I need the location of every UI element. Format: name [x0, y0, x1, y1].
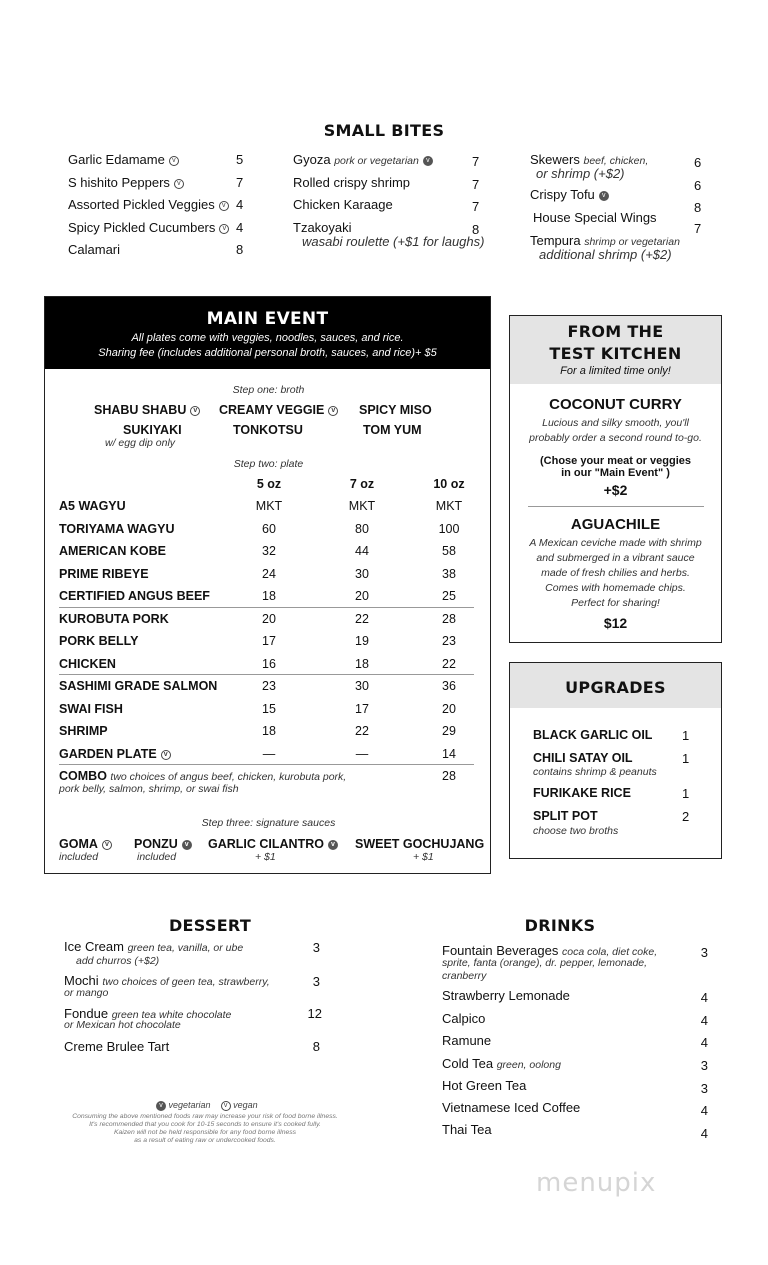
menu-item-note: additional shrimp (+$2): [539, 247, 672, 262]
menu-item-note: or mango: [64, 987, 109, 999]
aguachile-desc: Perfect for sharing!: [571, 597, 660, 609]
sauce-garlic-cilantro: GARLIC CILANTRO v: [208, 837, 338, 851]
broth-shabu-shabu: SHABU SHABU v: [94, 403, 200, 417]
menu-item-price: 8: [236, 242, 244, 257]
menu-item-note: or shrimp (+$2): [536, 166, 625, 181]
menu-item-price: 7: [472, 199, 480, 214]
menu-item: Fondue green tea white chocolate: [64, 1006, 232, 1021]
menu-item: Spicy Pickled Cucumbers v: [68, 220, 229, 235]
main-event-section: [44, 296, 491, 874]
menu-item: Chicken Karaage: [293, 197, 393, 212]
menu-item: Creme Brulee Tart: [64, 1039, 170, 1054]
menu-item-note: wasabi roulette (+$1 for laughs): [302, 234, 485, 249]
divider: [59, 607, 474, 608]
menu-item: Cold Tea green, oolong: [442, 1056, 561, 1071]
menu-item-price: 8: [694, 200, 702, 215]
main-event-subtitle: All plates come with veggies, noodles, sauces, and rice.: [131, 332, 404, 344]
sauce-goma-note: included: [59, 851, 99, 863]
menu-item: Crispy Tofu v: [530, 187, 609, 202]
menu-item-price: 4: [236, 220, 244, 235]
menu-item-price: 7: [472, 154, 480, 169]
vegan-icon: v: [102, 840, 112, 850]
upgrade-price: 2: [682, 809, 690, 824]
upgrade-note: contains shrimp & peanuts: [533, 766, 657, 778]
vegan-icon: v: [174, 179, 184, 189]
menu-item-note: add churros (+$2): [76, 955, 160, 967]
menu-item: Garlic Edamame v: [68, 152, 179, 167]
broth-sukiyaki: SUKIYAKI: [123, 423, 182, 437]
menu-item: House Special Wings: [533, 210, 657, 225]
menu-item-price: 3: [700, 1081, 708, 1096]
table-row: GARDEN PLATE v — — 14: [59, 747, 456, 761]
vegan-icon: v: [221, 1101, 231, 1111]
legend: v vegetarian v vegan: [156, 1100, 258, 1111]
vegetarian-icon: v: [182, 840, 192, 850]
aguachile-title: AGUACHILE: [570, 516, 661, 533]
menu-item-price: 4: [700, 1103, 708, 1118]
menu-item-note: cranberry: [442, 970, 487, 982]
sauce-garlic-cilantro-note: + $1: [255, 851, 276, 863]
step-three-label: Step three: signature sauces: [201, 817, 336, 829]
test-kitchen-section: [509, 315, 722, 643]
menu-item: Gyoza pork or vegetarian v: [293, 152, 433, 167]
menu-item-price: 7: [472, 177, 480, 192]
small-bites-title: SMALL BITES: [323, 121, 445, 140]
menu-item: Strawberry Lemonade: [442, 988, 570, 1003]
table-row: CHICKEN 16 18 22: [59, 657, 456, 671]
coconut-curry-desc: Lucious and silky smooth, you'll: [542, 417, 689, 429]
aguachile-price: $12: [603, 615, 628, 631]
menu-item-price: 8: [472, 222, 480, 237]
size-header-row: 5 oz 7 oz 10 oz: [256, 477, 465, 491]
coconut-curry-note: (Chose your meat or veggies: [540, 455, 691, 467]
menu-item: Calamari: [68, 242, 121, 257]
coconut-curry-note: in our "Main Event" ): [561, 467, 670, 479]
menu-item-price: 3: [312, 974, 320, 989]
main-event-sharing-fee: Sharing fee (includes additional personal broth, sauces, and rice)+ $5: [98, 347, 437, 359]
menu-item: Ice Cream green tea, vanilla, or ube: [64, 939, 244, 954]
aguachile-desc: A Mexican ceviche made with shrimp: [529, 537, 702, 549]
menu-item: Assorted Pickled Veggies v: [68, 197, 229, 212]
menu-item-price: 7: [236, 175, 244, 190]
table-row: PRIME RIBEYE 24 30 38: [59, 567, 456, 581]
menu-item-price: 3: [700, 945, 708, 960]
menu-item-price: 3: [700, 1058, 708, 1073]
divider: [528, 506, 704, 507]
vegetarian-icon: v: [423, 156, 433, 166]
upgrades-title: UPGRADES: [565, 678, 666, 697]
menu-item: Ramune: [442, 1033, 492, 1048]
menu-item-price: 8: [312, 1039, 320, 1054]
aguachile-desc: made of fresh chilies and herbs.: [541, 567, 690, 579]
main-event-header: [45, 297, 490, 369]
menu-item-price: 4: [236, 197, 244, 212]
upgrade-item: CHILI SATAY OIL: [533, 751, 633, 765]
vegan-icon: v: [219, 201, 229, 211]
main-event-title: MAIN EVENT: [206, 309, 329, 329]
menu-item: Fountain Beverages coca cola, diet coke,: [442, 943, 658, 958]
coconut-curry-price: +$2: [603, 482, 628, 498]
menu-item: S hishito Peppers v: [68, 175, 184, 190]
sauce-sweet-gochujang-note: + $1: [413, 851, 434, 863]
upgrade-item: SPLIT POT: [533, 809, 598, 823]
menu-item-price: 7: [694, 221, 702, 236]
menu-item-price: 4: [700, 1013, 708, 1028]
menu-item: Calpico: [442, 1011, 486, 1026]
menu-item-price: 4: [700, 990, 708, 1005]
test-kitchen-title-line1: FROM THE: [567, 322, 664, 341]
menupix-watermark: menupix: [536, 1168, 657, 1198]
broth-sukiyaki-note: w/ egg dip only: [105, 437, 176, 449]
vegetarian-icon: v: [328, 840, 338, 850]
menu-item-price: 5: [236, 152, 244, 167]
upgrade-price: 1: [682, 786, 690, 801]
table-row: SHRIMP 18 22 29: [59, 724, 456, 738]
table-row: AMERICAN KOBE 32 44 58: [59, 544, 456, 558]
menu-item: Thai Tea: [442, 1122, 492, 1137]
divider: [59, 674, 474, 675]
menu-item-price: 4: [700, 1126, 708, 1141]
menu-item-price: 4: [700, 1035, 708, 1050]
test-kitchen-title-line2: TEST KITCHEN: [549, 344, 682, 363]
menu-item: Hot Green Tea: [442, 1078, 527, 1093]
combo-row: COMBO two choices of angus beef, chicken, kurobuta pork, pork belly, salmon, shrimp, or swai fish 28: [59, 769, 456, 795]
menu-item: Rolled crispy shrimp: [293, 175, 411, 190]
menu-item-price: 6: [694, 155, 702, 170]
menu-item: Skewers beef, chicken,: [530, 152, 649, 167]
menu-item: Tempura shrimp or vegetarian: [530, 233, 680, 248]
disclaimer: Consuming the above mentioned foods raw may increase your risk of food borne illness. It's recommended that you cook for 10-15 seconds to ensure it's cooked fully. Kaizen will not be held responsible for any food borne illness as a result of eating raw or undercooked foods.: [72, 1113, 338, 1144]
sauce-sweet-gochujang: SWEET GOCHUJANG: [355, 837, 485, 851]
aguachile-desc: Comes with homemade chips.: [545, 582, 686, 594]
upgrades-header: [510, 663, 721, 708]
drinks-title: DRINKS: [524, 916, 596, 935]
vegan-icon: v: [328, 406, 338, 416]
step-one-label: Step one: broth: [232, 384, 305, 396]
sauce-goma: GOMA v: [59, 837, 112, 851]
menu-item-price: 12: [307, 1006, 322, 1021]
menu-item: Tzakoyaki: [293, 220, 352, 235]
upgrade-price: 1: [682, 751, 690, 766]
menu-item-note: sprite, fanta (orange), dr. pepper, lemonade,: [442, 957, 648, 969]
divider: [59, 764, 474, 765]
vegan-icon: v: [161, 750, 171, 760]
upgrade-price: 1: [682, 728, 690, 743]
menu-item-price: 6: [694, 178, 702, 193]
upgrade-item: FURIKAKE RICE: [533, 786, 631, 800]
vegetarian-icon: v: [599, 191, 609, 201]
step-two-label: Step two: plate: [233, 458, 304, 470]
upgrade-item: BLACK GARLIC OIL: [533, 728, 653, 742]
broth-tonkotsu: TONKOTSU: [233, 423, 303, 437]
menu-item-note: or Mexican hot chocolate: [64, 1019, 181, 1031]
sauce-ponzu-note: included: [137, 851, 177, 863]
vegan-icon: v: [219, 224, 229, 234]
menu-item-price: 3: [312, 940, 320, 955]
coconut-curry-desc: probably order a second round to-go.: [529, 432, 702, 444]
upgrade-note: choose two broths: [533, 825, 619, 837]
aguachile-desc: and submerged in a vibrant sauce: [536, 552, 695, 564]
table-row: KUROBUTA PORK 20 22 28: [59, 612, 456, 626]
test-kitchen-header: [510, 316, 721, 384]
sauce-ponzu: PONZU v: [134, 837, 192, 851]
vegetarian-icon: v: [156, 1101, 166, 1111]
broth-tom-yum: TOM YUM: [363, 423, 422, 437]
upgrades-section: [509, 662, 722, 859]
menu-item: Mochi two choices of geen tea, strawberry,: [64, 973, 270, 988]
vegan-icon: v: [169, 156, 179, 166]
table-row: TORIYAMA WAGYU 60 80 100: [59, 522, 460, 536]
table-row: CERTIFIED ANGUS BEEF 18 20 25: [59, 589, 456, 603]
table-row: PORK BELLY 17 19 23: [59, 634, 456, 648]
menu-item: Vietnamese Iced Coffee: [442, 1100, 581, 1115]
vegan-icon: v: [190, 406, 200, 416]
table-row: SASHIMI GRADE SALMON 23 30 36: [59, 679, 456, 693]
table-row: SWAI FISH 15 17 20: [59, 702, 456, 716]
broth-spicy-miso: SPICY MISO: [359, 403, 432, 417]
coconut-curry-title: COCONUT CURRY: [549, 396, 682, 413]
test-kitchen-subtitle: For a limited time only!: [560, 365, 671, 377]
dessert-title: DESSERT: [168, 916, 252, 935]
table-row: A5 WAGYU MKT MKT MKT: [59, 499, 463, 513]
broth-creamy-veggie: CREAMY VEGGIE v: [219, 403, 338, 417]
